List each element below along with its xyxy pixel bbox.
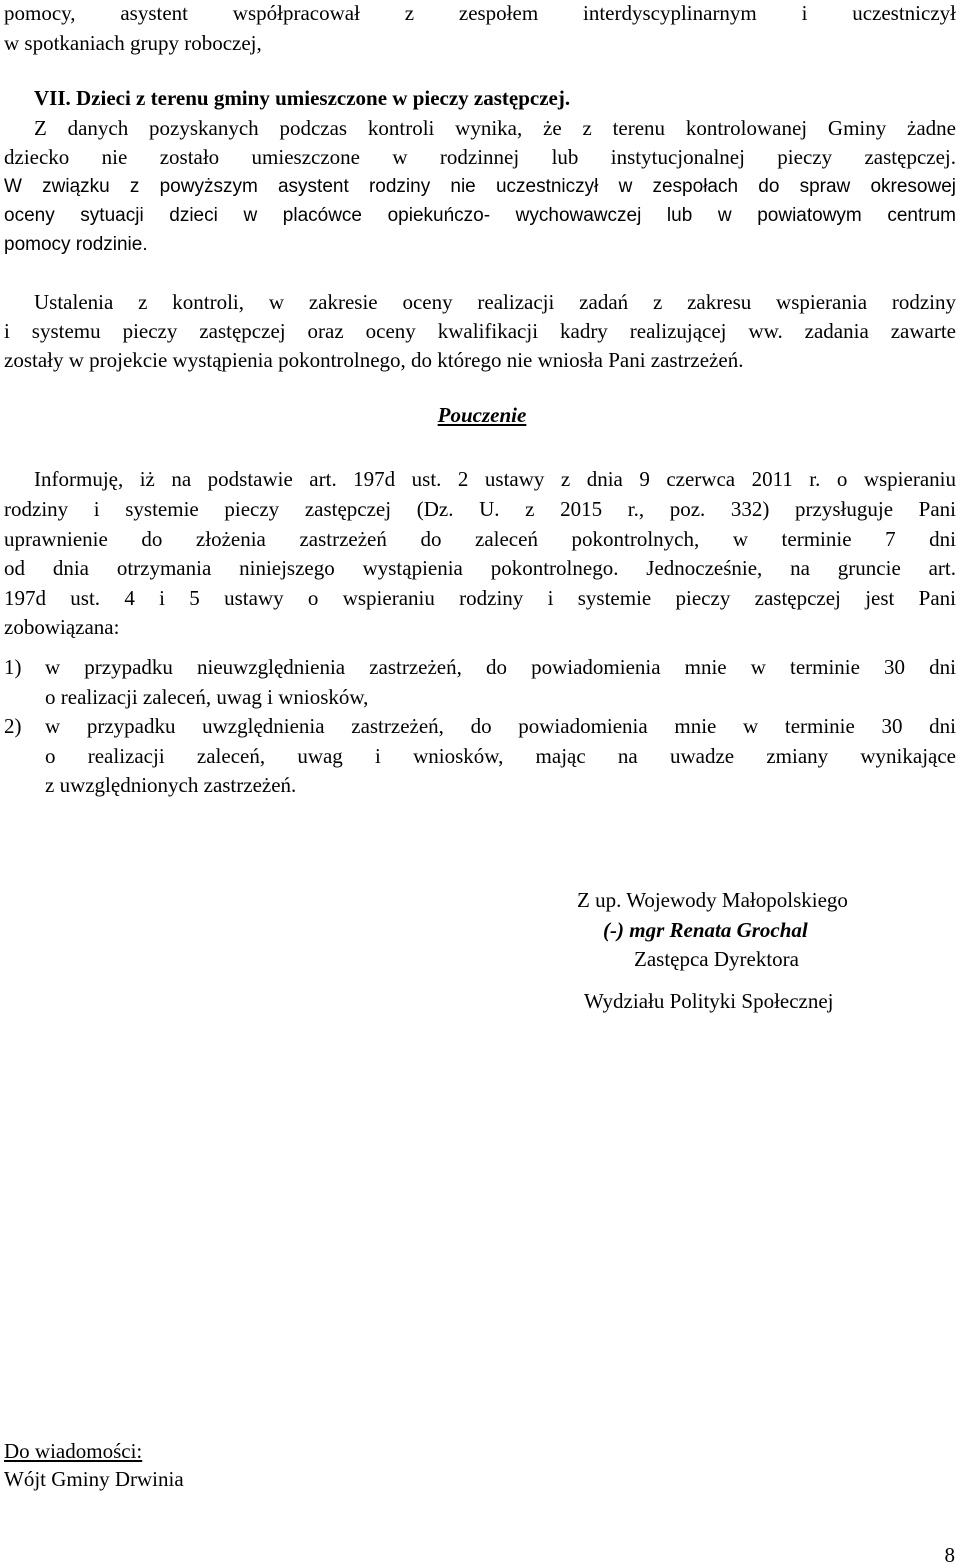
cc-label: Do wiadomości:	[4, 1439, 143, 1463]
signature-name: (-) mgr Renata Grochal	[603, 918, 808, 942]
section-title: Pouczenie	[437, 403, 527, 427]
paragraph-line: W związku z powyższym asystent rodziny nie uczestniczył w zespołach do spraw okresowej	[4, 176, 956, 197]
paragraph-line: w spotkaniach grupy roboczej,	[4, 31, 262, 55]
paragraph-line: i systemu pieczy zastępczej oraz oceny kwalifikacji kadry realizującej ww. zadania zawarte	[4, 319, 956, 343]
list-number: 2)	[4, 714, 22, 738]
list-number: 1)	[4, 655, 22, 679]
paragraph-line: od dnia otrzymania niniejszego wystąpienia pokontrolnego. Jednocześnie, na gruncie art.	[4, 556, 956, 580]
signature-position: Zastępca Dyrektora	[634, 947, 799, 971]
cc-recipient: Wójt Gminy Drwinia	[4, 1467, 184, 1491]
paragraph-line: zobowiązana:	[4, 615, 120, 639]
page-number: 8	[944, 1543, 955, 1567]
list-item-line: z uwzględnionych zastrzeżeń.	[45, 773, 297, 797]
list-item-line: o realizacji zaleceń, uwag i wniosków, mając na uwadze zmiany wynikające	[45, 744, 956, 768]
list-item-line: w przypadku uwzględnienia zastrzeżeń, do powiadomienia mnie w terminie 30 dni	[45, 714, 956, 738]
paragraph-line: uprawnienie do złożenia zastrzeżeń do zaleceń pokontrolnych, w terminie 7 dni	[4, 527, 956, 551]
paragraph-line: zostały w projekcie wystąpienia pokontrolnego, do którego nie wniosła Pani zastrzeżeń.	[4, 348, 744, 372]
paragraph-line: 197d ust. 4 i 5 ustawy o wspieraniu rodziny i systemie pieczy zastępczej jest Pani	[4, 586, 956, 610]
paragraph-line: pomocy rodzinie.	[4, 234, 148, 255]
signature-department: Wydziału Polityki Społecznej	[584, 989, 834, 1013]
paragraph-line: oceny sytuacji dzieci w placówce opiekuńczo- wychowawczej lub w powiatowym centrum	[4, 205, 956, 226]
paragraph-line: dziecko nie zostało umieszczone w rodzinnej lub instytucjonalnej pieczy zastępczej.	[4, 145, 956, 169]
paragraph-line: Z danych pozyskanych podczas kontroli wynika, że z terenu kontrolowanej Gminy żadne	[34, 116, 956, 140]
section-heading: VII. Dzieci z terenu gminy umieszczone w pieczy zastępczej.	[34, 86, 571, 110]
paragraph-line: pomocy, asystent współpracował z zespołem interdyscyplinarnym i uczestniczył	[4, 1, 956, 25]
paragraph-line: Informuję, iż na podstawie art. 197d ust. 2 ustawy z dnia 9 czerwca 2011 r. o wspieraniu	[34, 467, 956, 491]
paragraph-line: Ustalenia z kontroli, w zakresie oceny realizacji zadań z zakresu wspierania rodziny	[34, 290, 956, 314]
list-item-line: o realizacji zaleceń, uwag i wniosków,	[45, 685, 369, 709]
paragraph-line: rodziny i systemie pieczy zastępczej (Dz. U. z 2015 r., poz. 332) przysługuje Pani	[4, 497, 956, 521]
signature-authority: Z up. Wojewody Małopolskiego	[577, 888, 848, 912]
list-item-line: w przypadku nieuwzględnienia zastrzeżeń, do powiadomienia mnie w terminie 30 dni	[45, 655, 956, 679]
